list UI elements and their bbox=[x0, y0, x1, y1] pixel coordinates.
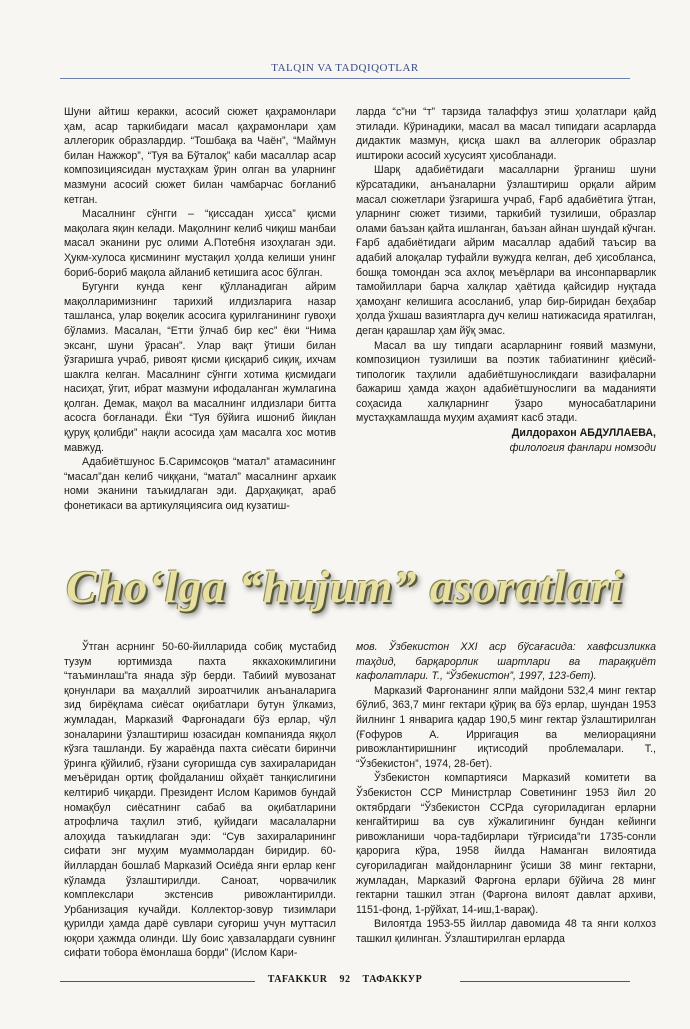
citation-paragraph: мов. Ўзбекистон XXI аср бўсағасида: хавфсизликка таҳдид, барқарорлик шартлари ва тараққиёт кафолатлари. Т., “Ўзбекистон”, 1997, 123-бет). bbox=[356, 641, 656, 683]
footer-journal-latin: TAFAKKUR bbox=[262, 974, 334, 985]
article-column-top-right bbox=[356, 105, 656, 455]
paragraph: Масалнинг сўнгги – “қиссадан ҳисса” қисми мақолага яқин келади. Мақолнинг келиб чиқиш манбаи масал эканини рус олими А.Потебня изоҳлаган эди. Ҳукм-хулоса қисмининг мустақил ҳолда келиши унинг бориб-бориб мақола айланиб кетишига асос бўлган. bbox=[64, 208, 336, 279]
page-footer bbox=[60, 972, 630, 992]
page-number: 92 bbox=[334, 974, 357, 985]
section-title: TALQIN VA TADQIQOTLAR bbox=[271, 62, 419, 74]
article-column-bottom-right bbox=[356, 640, 656, 946]
header-divider bbox=[60, 78, 630, 79]
footer-journal-cyrillic: ТАФАККУР bbox=[357, 974, 429, 985]
paragraph: Шуни айтиш керакки, асосий сюжет қаҳрамонлари ҳам, асар таркибидаги масал қаҳрамонлари ҳам аллегорик образлардир. “Тошбақа ва Чаён”, “Маймун билан Нажжор”, “Туя ва Бўталоқ” каби масаллар асар композициясидан мустаҳкам ўрин олган ва уларнинг мазмуни асосий сюжет билан чамбарчас боғланиб кетган. bbox=[64, 106, 336, 206]
author-name: Дилдорахон АБДУЛЛАЕВА, bbox=[511, 427, 656, 440]
article-title: Cho‘lga “hujum” asoratlari bbox=[66, 561, 624, 612]
footer-label bbox=[60, 974, 630, 985]
paragraph: Адабиётшунос Б.Саримсоқов “матал” атамасининг “масал”дан келиб чиққани, “матал” масалнинг архаик номи эканини таъкидлаган эди. Дарҳақиқат, араб фонетикаси ва артикуляциясига оид кузатиш- bbox=[64, 456, 336, 513]
paragraph: Ўзбекистон компартияси Марказий комитети ва Ўзбекистон ССР Министрлар Советининг 1953 йил 20 октябрдаги “Ўзбекистон ССРда суғориладиган ерларни кенгайтириш ва сув хўжалигининг бундан кейинги ривожланиши чора-тадбирлари тўғрисида”ги 1735-сонли қарорига кўра, 1958 йилда Наманган вилоятида суғориладиган майдонларнинг ўсиши 38 минг гектарни, жумладан, Марказий Фарғона ерлари бўйича 28 минг гектарни ташкил этган (Фарғона вилоят давлат архиви, 1151-фонд, 1-рўйхат, 14-иш,1-варақ). bbox=[356, 772, 656, 916]
paragraph: Вилоятда 1953-55 йиллар давомида 48 та янги колхоз ташкил қилинган. Ўзлаштирилган ерларда bbox=[356, 918, 656, 945]
paragraph: ларда “с”ни “т” тарзида талаффуз этиш ҳолатлари қайд этилади. Кўринадики, масал ва масал типидаги асарларда дидактик мазмун, қисқа шакл ва аллегорик образлар иштироки асосий хусусият ҳисобланади. bbox=[356, 106, 656, 162]
article-column-top-left bbox=[64, 105, 336, 514]
paragraph: Шарқ адабиётидаги масалларни ўрганиш шуни кўрсатадики, анъаналарни ўзлаштириш орқали айрим масал сюжетлари ўзгаришга учраб, Ғарб адабиётига ўтган, уларнинг сюжет тизими, таркибий тузилиши, образлар олами баъзан қайта ишланган, баъзан айнан шундай кўчган. Ғарб адабиётидаги айрим масаллар адабий таъсир ва адабий алоқалар туфайли вужудга келган, деб ҳисобланса, бошқа томондан эса ахлоқ меъёрлари ва инсонпарварлик тамойиллари барча халқлар ҳаётида қайсидир нуқтада ҳамоҳанг келишига асосланиб, улар бир-биридан беҳабар ҳолда ўхшаш вазиятларга дуч келиш натижасида яратилган, деган қарашлар ҳам йўқ эмас. bbox=[356, 164, 656, 337]
paragraph: Бугунги кунда кенг қўлланадиган айрим мақолларимизнинг тарихий илдизларига назар ташланса, улар воқелик асосига қурилганининг гувоҳи бўламиз. Масалан, “Етти ўлчаб бир кес” ёки “Нима эксанг, шуни ўрасан”. Улар вақт ўтиши билан ўзгаришга учраб, ривоят қисми қисқариб сиқиқ, ихчам шаклга келган. Масалнинг сўнгги хотима қисмидаги насиҳат, ўгит, ибрат мазмуни ифодаланган жумлагина қолган. Демак, мақол ва масалнинг илдизлари битта асосга боғланади. Ёки “Туя бўйига ишониб йиқлан қуруқ қолибди” нақли асосида ҳам масалга хос мотив мавжуд. bbox=[64, 281, 336, 454]
article-banner bbox=[0, 545, 690, 640]
article-column-bottom-left bbox=[64, 640, 336, 961]
paragraph: Ўтган асрнинг 50-60-йилларида собиқ мустабид тузум юртимизда пахта яккахокимлигини “таъминлаш”га янада зўр берди. Табиий мувозанат қонунлари ва маҳаллий зироатчилик анъаналарига зид бирёқлама сиёсат оқибатлари бутун ўлкамиз, жумладан, Марказий Фарғонадаги бўз ерлар, чўл зоналарини ўзлаштириш юзасидан компанияда яққол кўзга ташланди. Бу жараёнда пахта сиёсати биринчи ўринга қўйилиб, ғўзани суғоришда сув захираларидан меъёридан ортиқ фойдаланиш ойҳаёт танқислигини келтириб чиқарди. Президент Ислом Каримов бундай номақбул сиёсатнинг сабаб ва оқибатларини атрофлича таҳлил этиб, қуйидаги масалаларни алоҳида таъкидлаган эди: “Сув захираларининг сифати энг муҳим муаммолардан биридир. 60-йиллардан бошлаб Марказий Осиёда янги ерлар кенг кўламда ўзлаштирилди. Саноат, чорвачилик комплекслари экстенсив ривожлантирилди. Урбанизация кучайди. Коллектор-зовур тизимлари қурилди ҳамда дарё сувлари суғориш учун муттасил юқори ҳажмда олинди. Шу боис ҳавзалардаги сувнинг сифати тобора ёмонлаша борди” (Ислом Кари- bbox=[64, 641, 336, 960]
paragraph: Масал ва шу типдаги асарларнинг ғоявий мазмуни, композицион тузилиши ва поэтик табиатининг қиёсий-типологик таҳлили адабиётшуносликдаги вазифаларни бажариш ҳамда жаҳон адабиётшунослиги ва маданияти соҳасида халқларнинг ўзаро муносабатларини мустаҳкамлашда муҳим аҳамият касб этади. bbox=[356, 339, 656, 425]
paragraph: Марказий Фарғонанинг ялпи майдони 532,4 минг гектар бўлиб, 363,7 минг гектари қўриқ ва бўз ерлар, шундан 1953 йилнинг 1 январига қадар 190,5 минг гектар ўзлаштирилган (Ғофуров А. Ирригация ва мелиорацияни ривожлантиришнинг иқтисодий проблемалари. Т., “Ўзбекистон”, 1974, 28-бет). bbox=[356, 684, 656, 770]
author-title: филология фанлари номзоди bbox=[509, 441, 656, 454]
running-header bbox=[60, 60, 630, 86]
